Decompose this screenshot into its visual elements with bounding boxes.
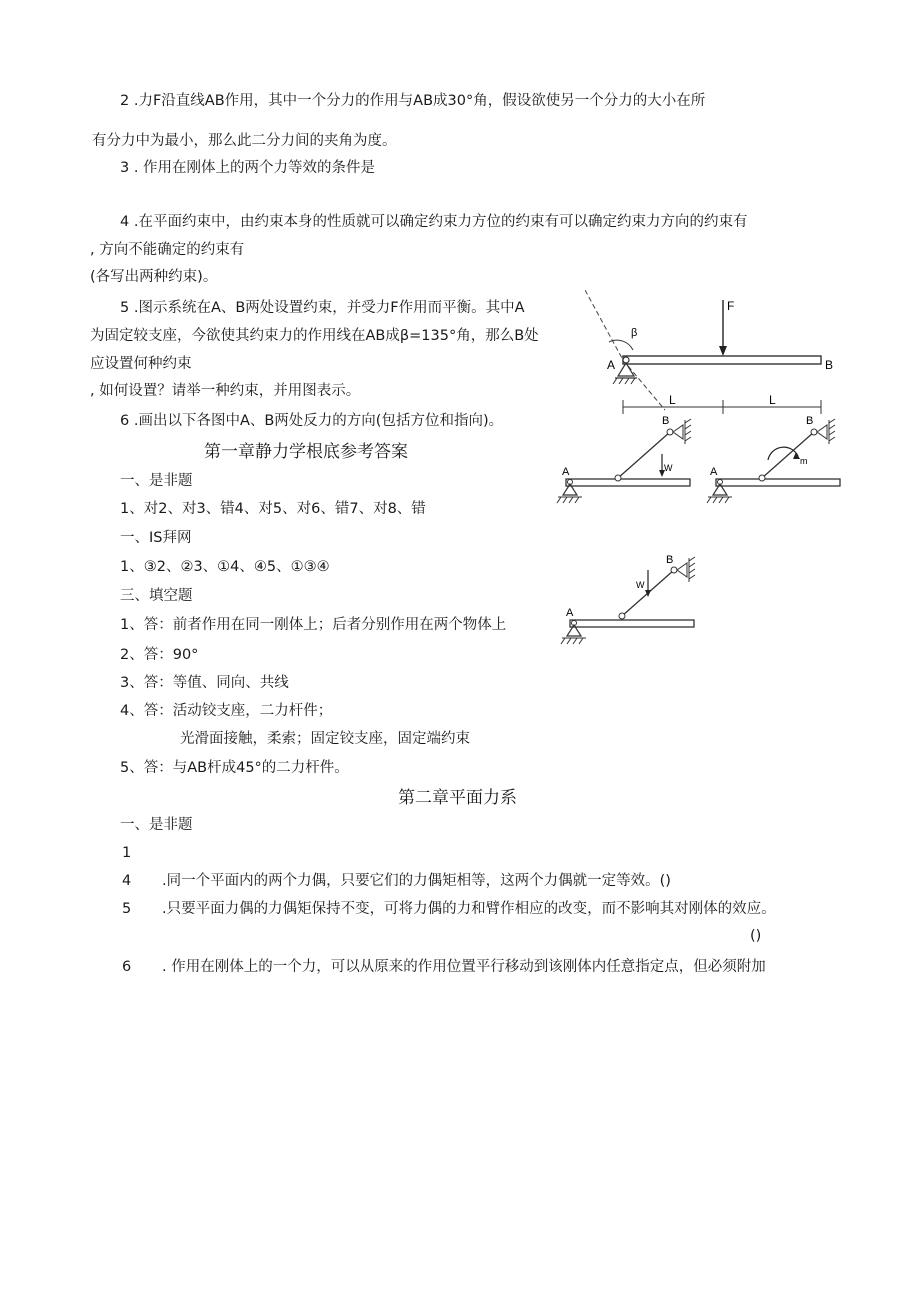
ch2-item-number-4: 4 [122,873,132,889]
section-true-false: 一、是非题 [120,473,193,489]
q4-line-3: (各写出两种约束)。 [90,269,218,285]
ch2-item-number-1: 1 [122,845,132,861]
pin-support-b [677,563,687,577]
figure-link-load [552,412,697,512]
chapter-1-answer-title: 第一章静力学根底参考答案 [204,442,408,462]
ch2-item-5: .只要平面力偶的力偶矩保持不变，可将力偶的力和臂作相应的改变，而不影响其对刚体的效应。 [162,901,776,917]
section-choice: 一、IS拜网 [120,530,192,546]
figure-link-load-2 [556,550,701,650]
label-a: A [607,358,616,372]
q3-line: 3 . 作用在刚体上的两个力等效的条件是 [120,160,376,176]
beta-label: β [631,327,638,339]
ch2-item-5-paren: () [750,928,762,944]
answer-fill-3: 3、答：等值、同向、共线 [120,675,289,691]
ch2-item-number-6: 6 [122,959,132,975]
q2-line-2: 有分力中为最小，那么此二分力间的夹角为度。 [92,133,397,149]
beta-reference-line [585,290,623,360]
moment-label: m [800,456,808,466]
label-b: B [825,358,834,372]
ch2-item-6: . 作用在刚体上的一个力，可以从原来的作用位置平行移动到该刚体内任意指定点，但必须附加 [162,959,766,975]
ch2-item-4: .同一个平面内的两个力偶，只要它们的力偶矩相等，这两个力偶就一定等效。() [162,873,671,889]
ch2-section-true-false: 一、是非题 [120,817,193,833]
span-1-label: L [669,393,676,407]
q2-line-1: 2 .力F沿直线AB作用，其中一个分力的作用与AB成30°角，假设欲使另一个分力的大小在所 [120,93,706,109]
q5-line-3: 应设置何种约束 [90,356,192,372]
answers-true-false: 1、对2、对3、错4、对5、对6、错7、对8、错 [120,501,426,517]
q4-line-2: , 方向不能确定的约束有 [90,242,245,258]
answer-fill-5: 5、答：与AB杆成45°的二力杆件。 [120,760,349,776]
beam [623,356,821,364]
ch2-item-number-5: 5 [122,901,132,917]
beam [566,479,690,486]
load-label: W [664,463,673,473]
beam [570,620,694,627]
answer-fill-2: 2、答：90° [120,647,199,663]
section-fill-in: 三、填空题 [120,588,193,604]
label-a: A [566,607,574,619]
pin-support-b [673,425,683,439]
label-b: B [662,415,670,427]
load-label: W [636,580,645,590]
pin-support-b [817,425,827,439]
answer-fill-4-cont: 光滑面接触，柔索；固定铰支座，固定端约束 [180,731,470,747]
force-f-label: F [727,299,735,313]
label-a: A [710,466,718,478]
figure-link-moment [702,412,847,512]
beam [716,479,840,486]
label-b: B [666,554,674,566]
answer-fill-4: 4、答：活动铰支座，二力杆件； [120,703,333,719]
answer-fill-1: 1、答：前者作用在同一刚体上；后者分别作用在两个物体上 [120,617,507,633]
figure-beam-force [585,290,845,425]
answers-choice: 1、③2、②3、①4、④5、①③④ [120,559,330,575]
span-2-label: L [769,393,776,407]
label-a: A [562,466,570,478]
q5-line-2: 为固定较支座，今欲使其约束力的作用线在AB成β=135°角，那么B处 [90,328,539,344]
chapter-2-title: 第二章平面力系 [398,788,517,808]
q5-line-1: 5 .图示系统在A、B两处设置约束，并受力F作用而平衡。其中A [120,300,525,316]
q6-line: 6 .画出以下各图中A、B两处反力的方向(包括方位和指向)。 [120,413,504,429]
q4-line-1: 4 .在平面约束中，由约束本身的性质就可以确定约束力方位的约束有可以确定约束力方向的约束有 [120,214,748,230]
label-b: B [806,415,814,427]
q5-line-4: , 如何设置？请举一种约束，并用图表示。 [90,383,361,399]
